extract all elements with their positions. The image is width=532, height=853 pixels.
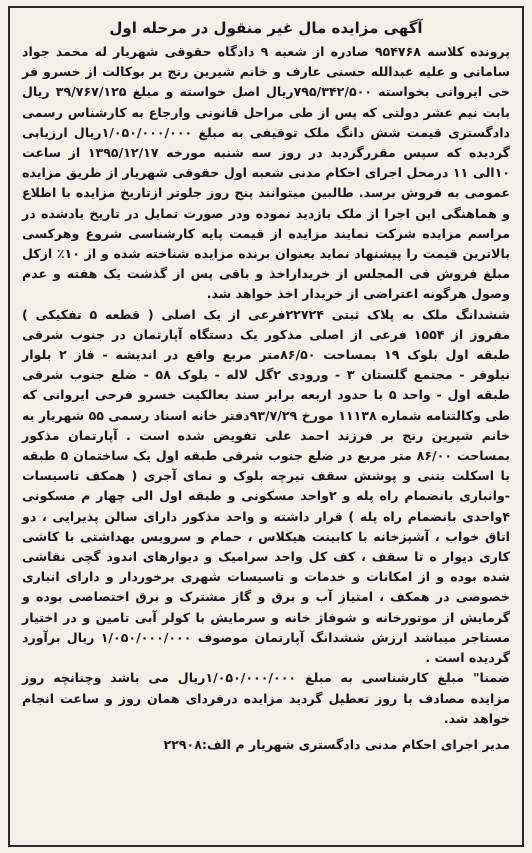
notice-paragraph-property: ششدانگ ملک به پلاک ثبتی ۲۲۷۲۴فرعی از یک اصلی ( قطعه ۵ تفکیکی ) مفروز از ۱۵۵۴ فرعی از اصلی مذکور یک دستگاه آپارتمان در جنوب شرقی طبقه اول بلوک ۱۹ بمساحت ۸۶/۵۰متر مربع واقع در اندیشه - فاز ۲ بلوار نیلوفر - مجتمع گلستان ۳ - ورودی ۲گل لاله - بلوک ۵۸ - ضلع جنوب شرقی طبقه اول - واحد ۵ با حدود اربعه برابر سند بعالکیت خسرو فرحی ایروانی که طی وکالتنامه شماره ۱۱۱۳۸ مورخ ۹۳/۷/۲۹دفتر خانه اسناد رسمی ۵۵ شهریار به خانم شیرین رنج بر فرزند احمد علی تفویض شده است . آپارتمان مذکور بمساحت ۸۶/۰۰ متر مربع در ضلع جنوب شرقی طبقه اول یک ساختمان ۵ طبقه با اسکلت بتنی و پوشش سقف تیرچه بلوک و نمای آجری ( همکف تاسیسات -وانباری بانضمام راه پله و ۲واحد مسکونی و طبقه اول الی چهار م مسکونی ۴واحدی بانضمام راه پله ) قرار داشته و واحد مذکور دارای سالن پذیرایی ، دو اتاق خواب ، آشپزخانه با کابینت هیکلاس ، حمام و سرویس بهداشتی با کاشی کاری دیوار ه تا سقف ، کف کل واحد سرامیک و دیوارهای اندود گچی نقاشی شده بوده و از امکانات و خدمات و تاسیسات شهری برخوردار و دارای انباری خصوصی در همکف ، امتیاز آب و برق و گاز مشترک و برق اختصاصی بوده و گرمایش از موتورخانه و شوفاژ خانه و سرمایش با کولر آبی تامین و در اختیار مستاجر میباشد ارزش ششدانگ آپارتمان موصوف ۱/۰۵۰/۰۰۰/۰۰۰ ریال برآورد گردیده است . [22, 306, 511, 666]
notice-frame [8, 6, 524, 847]
notice-body [22, 42, 510, 729]
notice-signature: مدیر اجرای احکام مدنی دادگستری شهریار م الف:۲۲۹۰۸ [163, 736, 510, 752]
notice-paragraph-case: پرونده کلاسه ۹۵۴۷۶۸ صادره از شعبه ۹ دادگاه حقوقی شهریار له محمد جواد سامانی و علیه عبدالله حسنی عارف و خانم شیرین رنج بر بوکالت از خسرو فر حی ایروانی بخواسته ۷۹۵/۳۴۲/۵۰۰ریال اصل خواسته و مبلغ ۳۹/۷۶۷/۱۲۵ ریال بابت نیم عشر دولتی که پس از طی مراحل قانونی وارجاع به کارشناس رسمی دادگستری قیمت شش دانگ ملک توقیفی به مبلغ ۱/۰۵۰/۰۰۰/۰۰۰ریال ارزیابی گردیده که سپس مقررگردید در روز سه شنبه مورخه ۱۳۹۵/۱۲/۱۷ از ساعت ۱۰الی ۱۱ درمحل اجرای احکام مدنی شعبه اول حقوقی شهریار از طریق مزایده عمومی به فروش برسد. طالبین میتوانند پنج روز جلوتر ازتاریخ مزایده با اطلاع و هماهنگی این اجرا از ملک بازدید نموده ودر صورت تمایل در تاریخ یادشده در مراسم مزایده شرکت نمایند مزایده از قیمت پایه کارشناسی شروع وهرکسی بالاترین قیمت را پیشنهاد نماید بعنوان برنده مزایده شناخته شده و از ۱۰٪ ازکل مبلغ فروش فی المجلس از خریداراخذ و باقی پس از گذشت یک هفته و عدم وصول هرگونه اعتراضی از خریدار اخذ خواهد شد. [22, 44, 510, 302]
notice-title: آگهی مزایده مال غیر منقول در مرحله اول [109, 19, 423, 37]
notice-paragraph-note: ضمنا" مبلغ کارشناسی به مبلغ ۱/۰۵۰/۰۰۰/۰۰۰ریال می باشد وچنانچه روز مزایده مصادف با روز تعطیل گردید مزایده درفردای همان روز و ساعت انجام خواهد شد. [22, 670, 510, 726]
